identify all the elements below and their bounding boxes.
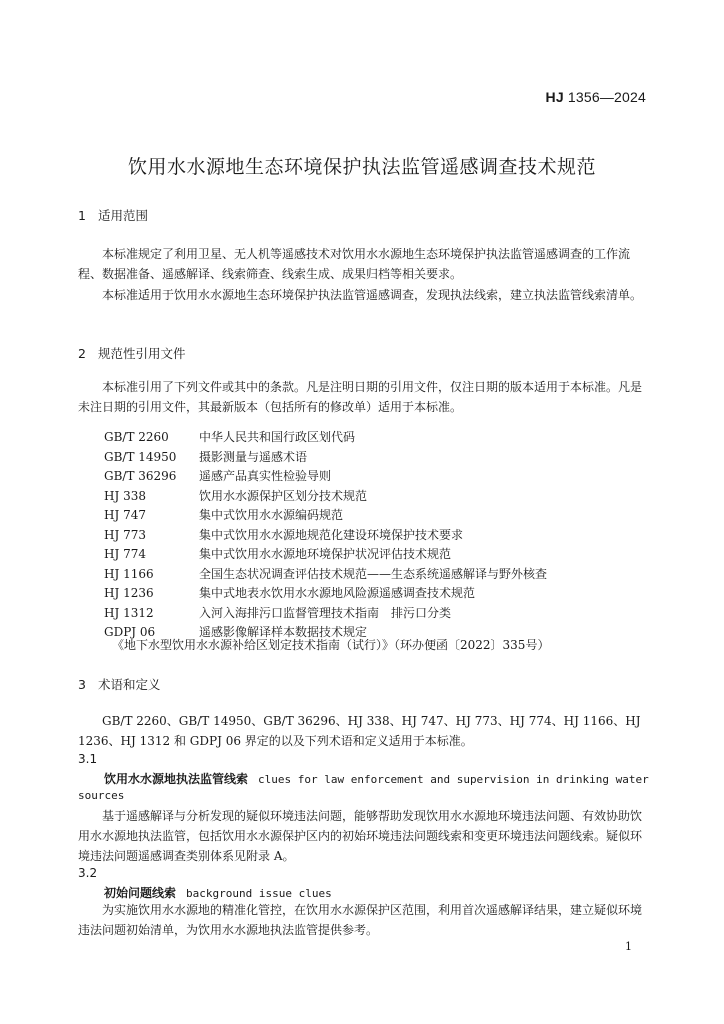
reference-item [104,506,547,526]
doc-prefix: HJ [545,89,564,105]
reference-item [104,604,547,624]
reference-name: 饮用水水源保护区划分技术规范 [199,488,368,503]
reference-name: 中华人民共和国行政区划代码 [199,430,356,444]
reference-code: GDPJ 06 [104,625,156,639]
document-number [546,89,646,105]
section-3-paragraph-1: GB/T 2260、GB/T 14950、GB/T 36296、HJ 338、HJ 747、HJ 773、HJ 774、HJ 1166、HJ 1236、HJ 1312 和 GDPJ 06 界定的以及下列术语和定义适用于本标准。 [78,714,641,748]
reference-name: 集中式饮用水水源地环境保护状况评估技术规范 [199,547,452,561]
reference-code: HJ 774 [104,547,146,561]
reference-guideline: 《地下水型饮用水水源补给区划定技术指南（试行）》（环办便函〔2022〕335号） [112,638,550,652]
reference-item [104,487,547,507]
reference-name: 集中式饮用水水源编码规范 [199,508,344,522]
term-3-1-number: 3.1 [78,752,98,766]
term-3-2-definition: 为实施饮用水水源地的精准化管控，在饮用水水源保护区范围，利用首次遥感解译结果，建立疑似环境违法问题初始清单，为饮用水水源地执法监管提供参考。 [78,903,643,937]
section-1-paragraph-1: 本标准规定了利用卫星、无人机等遥感技术对饮用水水源地生态环境保护执法监管遥感调查的工作流程、数据准备、遥感解译、线索筛查、线索生成、成果归档等相关要求。 [78,247,631,281]
section-3-heading [78,675,161,693]
term-3-2-zh: 初始问题线索 [104,886,177,900]
reference-name: 摄影测量与遥感术语 [199,449,308,464]
reference-name: 集中式饮用水水源地规范化建设环境保护技术要求 [199,527,464,542]
reference-name: 遥感产品真实性检验导则 [199,469,332,483]
reference-name: 遥感影像解译样本数据技术规定 [199,625,368,639]
section-1-paragraph-2: 本标准适用于饮用水水源地生态环境保护执法监管遥感调查，发现执法线索，建立执法监管线索清单。 [102,288,643,302]
reference-item [104,565,547,585]
reference-code: GB/T 14950 [104,449,177,464]
section-2-title: 规范性引用文件 [98,346,186,361]
reference-name: 全国生态状况调查评估技术规范——生态系统遥感解译与野外核查 [199,566,548,581]
reference-item [104,448,547,468]
term-3-2 [104,884,332,901]
reference-code: GB/T 2260 [104,430,169,444]
section-2-paragraph-1: 本标准引用了下列文件或其中的条款。凡是注明日期的引用文件，仅注日期的版本适用于本标准。凡是未注日期的引用文件，其最新版本（包括所有的修改单）适用于本标准。 [78,380,643,414]
term-3-1-en: clues for law enforcement and supervision in drinking water [258,773,649,786]
section-3-title: 术语和定义 [98,677,161,692]
section-1-heading [78,206,148,224]
section-3-number: 3 [78,677,86,692]
reference-code: HJ 773 [104,527,146,542]
reference-code: HJ 1236 [104,586,154,600]
doc-number-value: 1356—2024 [567,89,646,105]
reference-item [104,584,547,604]
reference-code: HJ 1166 [104,566,154,581]
reference-code: HJ 1312 [104,605,154,620]
reference-item [104,467,547,487]
normative-references-list [104,428,547,643]
page-number: 1 [625,940,632,953]
section-1-title: 适用范围 [98,208,149,223]
term-3-1-definition: 基于遥感解译与分析发现的疑似环境违法问题，能够帮助发现饮用水水源地环境违法问题、有效协助饮用水水源地执法监管，包括饮用水水源保护区内的初始环境违法问题线索和变更环境违法问题线索。疑似环境违法问题遥感调查类别体系见附录 A。 [78,809,643,863]
reference-code: HJ 747 [104,508,146,522]
term-3-1 [104,770,649,787]
reference-item [104,428,547,448]
section-2-number: 2 [78,346,86,361]
term-3-2-number: 3.2 [78,866,98,880]
reference-name: 入河入海排污口监督管理技术指南 排污口分类 [199,605,452,620]
term-3-2-en: background issue clues [186,887,332,900]
reference-code: HJ 338 [104,488,146,503]
reference-code: GB/T 36296 [104,469,177,483]
term-3-1-en-continued: sources [78,789,125,802]
section-2-heading [78,344,186,362]
section-1-number: 1 [78,208,86,223]
reference-name: 集中式地表水饮用水水源地风险源遥感调查技术规范 [199,586,476,600]
reference-item [104,526,547,546]
page-title: 饮用水水源地生态环境保护执法监管遥感调查技术规范 [127,156,596,178]
reference-item [104,545,547,565]
term-3-1-zh: 饮用水水源地执法监管线索 [104,772,249,786]
